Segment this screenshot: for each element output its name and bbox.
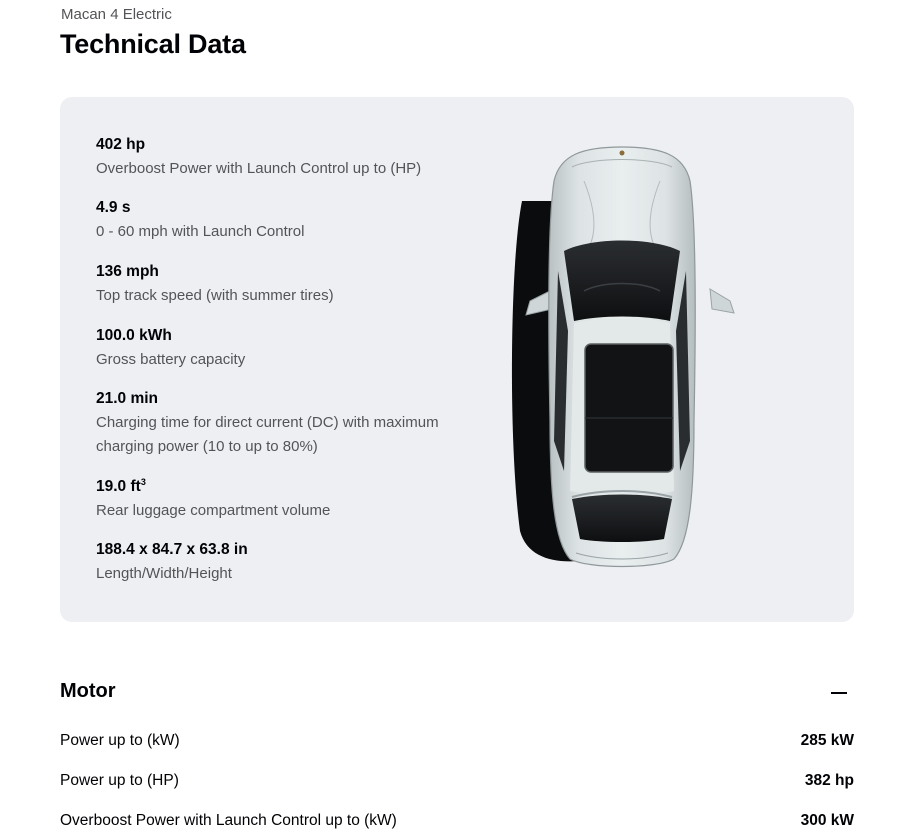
spec-value: 100.0 kWh: [96, 327, 172, 344]
row-label: Power up to (HP): [60, 772, 179, 789]
row-label: Power up to (kW): [60, 732, 180, 749]
page-title: Technical Data: [60, 29, 246, 59]
table-row: [60, 729, 854, 753]
spec-value: [96, 475, 496, 499]
motor-section-title: Motor: [60, 680, 116, 702]
minus-icon[interactable]: [829, 683, 849, 703]
spec-item-dimensions: [96, 538, 496, 586]
spec-item-luggage-volume: [96, 475, 496, 523]
highlights-card: [60, 97, 854, 622]
spec-item-battery-capacity: [96, 324, 496, 372]
spec-value-number: 19.0 ft: [96, 478, 141, 495]
spec-value: 188.4 x 84.7 x 63.8 in: [96, 541, 248, 558]
spec-label: Gross battery capacity: [96, 351, 246, 368]
spec-label: Overboost Power with Launch Control up to (HP): [96, 160, 422, 177]
car-top-view-icon: [492, 141, 752, 581]
spec-item-overboost-power: [96, 133, 496, 181]
spec-item-charging-time: [96, 387, 456, 459]
spec-value: 4.9 s: [96, 199, 131, 216]
spec-value: 21.0 min: [96, 390, 159, 407]
row-value: 285 kW: [800, 732, 854, 749]
table-row: [60, 769, 854, 793]
spec-value: 402 hp: [96, 136, 146, 153]
model-name: Macan 4 Electric: [61, 6, 172, 23]
spec-label: Length/Width/Height: [96, 565, 232, 582]
row-label: Overboost Power with Launch Control up to (kW): [60, 812, 397, 829]
row-value: 300 kW: [800, 812, 854, 829]
row-value: 382 hp: [804, 772, 854, 789]
spec-item-acceleration: [96, 196, 496, 244]
spec-value: 136 mph: [96, 263, 159, 280]
spec-label: 0 - 60 mph with Launch Control: [96, 223, 305, 240]
spec-value-superscript: 3: [140, 477, 146, 487]
spec-label: Charging time for direct current (DC) with maximum charging power (10 to up to 80%): [96, 414, 439, 455]
table-row: [60, 809, 854, 833]
spec-label: Rear luggage compartment volume: [96, 502, 331, 519]
spec-item-top-speed: [96, 260, 496, 308]
spec-label: Top track speed (with summer tires): [96, 287, 334, 304]
